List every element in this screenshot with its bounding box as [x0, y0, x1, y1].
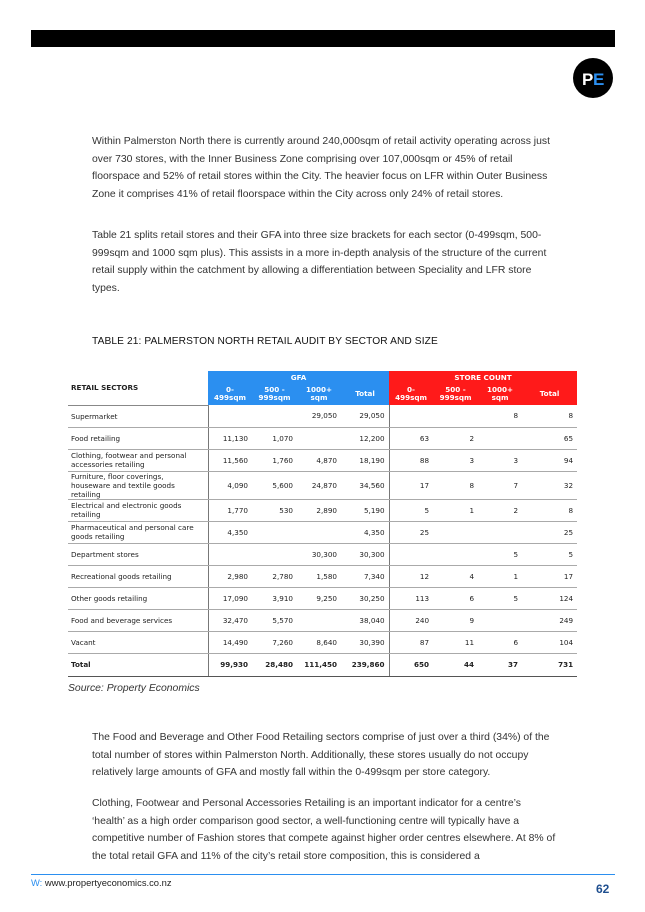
gfa-cell: 24,870 [297, 471, 341, 499]
footer-w-label: W: [31, 877, 43, 888]
store-count-cell: 3 [433, 449, 478, 471]
table-row [68, 471, 577, 499]
col-header-line: 1000+ [305, 384, 333, 394]
store-count-cell: 9 [433, 609, 478, 631]
store-count-cell: 1 [433, 499, 478, 521]
store-col-header [433, 383, 478, 405]
store-count-cell: 8 [433, 471, 478, 499]
table-source: Source: Property Economics [68, 683, 200, 694]
store-count-cell [433, 543, 478, 565]
gfa-cell: 12,200 [341, 427, 389, 449]
store-count-cell [389, 405, 433, 427]
gfa-cell: 2,890 [297, 499, 341, 521]
sector-name: Total [68, 653, 208, 676]
gfa-cell: 111,450 [297, 653, 341, 676]
gfa-cell: 4,350 [208, 521, 252, 543]
sector-name: Clothing, footwear and personal accessories retailing [68, 449, 208, 471]
footer-url-text[interactable]: www.propertyeconomics.co.nz [44, 877, 172, 888]
store-count-cell: 37 [478, 653, 522, 676]
gfa-cell: 5,190 [341, 499, 389, 521]
gfa-cell: 30,300 [297, 543, 341, 565]
logo-letter-p: P [582, 70, 594, 89]
table-row [68, 499, 577, 521]
sector-name: Recreational goods retailing [68, 565, 208, 587]
sector-name: Pharmaceutical and personal care goods retailing [68, 521, 208, 543]
table-row [68, 427, 577, 449]
col-header-line: 500 - [264, 384, 285, 394]
table-title: TABLE 21: PALMERSTON NORTH RETAIL AUDIT BY SECTOR AND SIZE [92, 336, 438, 347]
gfa-cell: 38,040 [341, 609, 389, 631]
gfa-cell: 1,760 [252, 449, 297, 471]
total-row [68, 653, 577, 676]
store-count-cell: 5 [389, 499, 433, 521]
gfa-cell [208, 543, 252, 565]
gfa-col-header [252, 383, 297, 405]
table-row [68, 449, 577, 471]
store-count-cell: 124 [522, 587, 577, 609]
store-count-cell: 32 [522, 471, 577, 499]
store-count-cell: 44 [433, 653, 478, 676]
store-count-cell: 2 [433, 427, 478, 449]
store-count-cell: 1 [478, 565, 522, 587]
gfa-col-header [297, 383, 341, 405]
gfa-cell [208, 405, 252, 427]
store-count-cell: 4 [433, 565, 478, 587]
gfa-cell [297, 609, 341, 631]
store-count-cell: 11 [433, 631, 478, 653]
clothing-paragraph: Clothing, Footwear and Personal Accessories Retailing is an important indicator for a centre’s ‘health’ as a high order comparison good sector, a well-functioning centre will typically have a competitive number of Fashion stores that compete against higher order centres elsewhere. At 8% of the total retail GFA and 11% of the city’s retail store composition, this is considered a [92, 798, 556, 862]
gfa-cell: 530 [252, 499, 297, 521]
gfa-col-header [341, 383, 389, 405]
store-count-cell: 113 [389, 587, 433, 609]
gfa-cell: 17,090 [208, 587, 252, 609]
store-count-cell: 12 [389, 565, 433, 587]
footer-divider [31, 874, 615, 875]
pe-logo [573, 58, 613, 98]
col-header-line: sqm [310, 393, 328, 402]
gfa-cell: 32,470 [208, 609, 252, 631]
sector-name: Electrical and electronic goods retailing [68, 499, 208, 521]
store-count-group-header: STORE COUNT [389, 371, 577, 383]
store-count-cell: 249 [522, 609, 577, 631]
food-beverage-paragraph: The Food and Beverage and Other Food Retailing sectors comprise of just over a third (34%) of the total number of stores within Palmerston North. Additionally, these stores usually do not occupy relatively large amounts of GFA and mostly fall within the 0-499sqm per store category. [92, 732, 550, 779]
gfa-cell: 30,300 [341, 543, 389, 565]
col-header-line: 999sqm [439, 393, 472, 402]
gfa-cell: 99,930 [208, 653, 252, 676]
store-count-cell: 87 [389, 631, 433, 653]
table-row [68, 405, 577, 427]
col-header-line: sqm [491, 393, 509, 402]
gfa-cell: 30,250 [341, 587, 389, 609]
sector-name: Food retailing [68, 427, 208, 449]
store-count-cell: 6 [433, 587, 478, 609]
header-bar [31, 30, 615, 47]
sector-name: Food and beverage services [68, 609, 208, 631]
col-header-line: Total [355, 388, 375, 398]
store-col-header [478, 383, 522, 405]
table-row [68, 565, 577, 587]
store-count-cell: 8 [522, 405, 577, 427]
col-header-line: 999sqm [258, 393, 291, 402]
gfa-cell: 8,640 [297, 631, 341, 653]
store-count-cell: 5 [522, 543, 577, 565]
footer-website[interactable] [31, 877, 172, 888]
col-header-line: 0-499sqm [395, 384, 427, 402]
store-count-cell: 88 [389, 449, 433, 471]
table-row [68, 521, 577, 543]
table-row [68, 543, 577, 565]
gfa-cell: 1,580 [297, 565, 341, 587]
store-count-cell: 65 [522, 427, 577, 449]
store-count-cell: 7 [478, 471, 522, 499]
store-count-cell [478, 427, 522, 449]
store-count-cell: 63 [389, 427, 433, 449]
store-count-cell: 5 [478, 543, 522, 565]
store-col-header [389, 383, 433, 405]
gfa-cell: 29,050 [297, 405, 341, 427]
store-count-cell: 5 [478, 587, 522, 609]
gfa-cell: 2,980 [208, 565, 252, 587]
gfa-cell: 239,860 [341, 653, 389, 676]
gfa-cell: 9,250 [297, 587, 341, 609]
store-count-cell: 8 [478, 405, 522, 427]
store-count-cell: 8 [522, 499, 577, 521]
store-count-cell: 17 [389, 471, 433, 499]
col-header-line: Total [539, 388, 560, 398]
store-count-cell [389, 543, 433, 565]
gfa-cell [252, 405, 297, 427]
logo-letter-e: E [593, 70, 605, 89]
store-count-cell [433, 521, 478, 543]
gfa-cell: 1,070 [252, 427, 297, 449]
store-count-cell: 94 [522, 449, 577, 471]
store-col-header [522, 383, 577, 405]
gfa-cell: 5,570 [252, 609, 297, 631]
gfa-cell: 34,560 [341, 471, 389, 499]
table-row [68, 609, 577, 631]
gfa-cell [252, 543, 297, 565]
gfa-cell: 3,910 [252, 587, 297, 609]
page-number: 62 [596, 882, 610, 896]
store-count-cell [433, 405, 478, 427]
col-header-line: 1000+ [487, 384, 514, 394]
sector-column-header: RETAIL SECTORS [68, 371, 208, 405]
store-count-cell: 731 [522, 653, 577, 676]
gfa-cell: 29,050 [341, 405, 389, 427]
gfa-cell: 7,260 [252, 631, 297, 653]
store-count-cell: 25 [389, 521, 433, 543]
store-count-cell [478, 521, 522, 543]
sector-name: Department stores [68, 543, 208, 565]
store-count-cell: 650 [389, 653, 433, 676]
gfa-cell [297, 521, 341, 543]
gfa-cell: 7,340 [341, 565, 389, 587]
gfa-cell: 4,870 [297, 449, 341, 471]
gfa-cell: 4,350 [341, 521, 389, 543]
gfa-cell: 28,480 [252, 653, 297, 676]
col-header-line: 500 - [445, 384, 466, 394]
col-header-line: 0-499sqm [214, 384, 246, 402]
store-count-cell: 3 [478, 449, 522, 471]
store-count-cell [478, 609, 522, 631]
gfa-group-header: GFA [208, 371, 389, 383]
store-count-cell: 6 [478, 631, 522, 653]
gfa-cell: 14,490 [208, 631, 252, 653]
store-count-cell: 17 [522, 565, 577, 587]
gfa-col-header [208, 383, 252, 405]
gfa-cell: 5,600 [252, 471, 297, 499]
gfa-cell: 4,090 [208, 471, 252, 499]
intro-paragraph: Within Palmerston North there is currently around 240,000sqm of retail activity operating across just over 730 stores, with the Inner Business Zone comprising over 107,000sqm or 45% of retail floorspace and 52% of retail stores within the City. The heavier focus on LFR within Outer Business Zone it comprises 41% of retail floorspace within the City across only 24% of retail stores. [92, 136, 550, 200]
gfa-cell [252, 521, 297, 543]
table-intro-paragraph: Table 21 splits retail stores and their GFA into three size brackets for each sector (0-499sqm, 500-999sqm and 1000 sqm plus). This assists in a more in-depth analysis of the structure of the current retail supply within the catchment by allowing a differentiation between Speciality and LFR store types. [92, 230, 547, 294]
gfa-cell: 30,390 [341, 631, 389, 653]
gfa-cell: 2,780 [252, 565, 297, 587]
gfa-cell: 1,770 [208, 499, 252, 521]
store-count-cell: 2 [478, 499, 522, 521]
sector-name: Furniture, floor coverings, houseware and textile goods retailing [68, 471, 208, 499]
store-count-cell: 25 [522, 521, 577, 543]
store-count-cell: 104 [522, 631, 577, 653]
store-count-cell: 240 [389, 609, 433, 631]
gfa-cell: 11,130 [208, 427, 252, 449]
gfa-cell: 18,190 [341, 449, 389, 471]
sector-name: Other goods retailing [68, 587, 208, 609]
gfa-cell [297, 427, 341, 449]
table-row [68, 587, 577, 609]
sector-name: Supermarket [68, 405, 208, 427]
sector-name: Vacant [68, 631, 208, 653]
retail-audit-table [68, 371, 577, 677]
table-row [68, 631, 577, 653]
gfa-cell: 11,560 [208, 449, 252, 471]
